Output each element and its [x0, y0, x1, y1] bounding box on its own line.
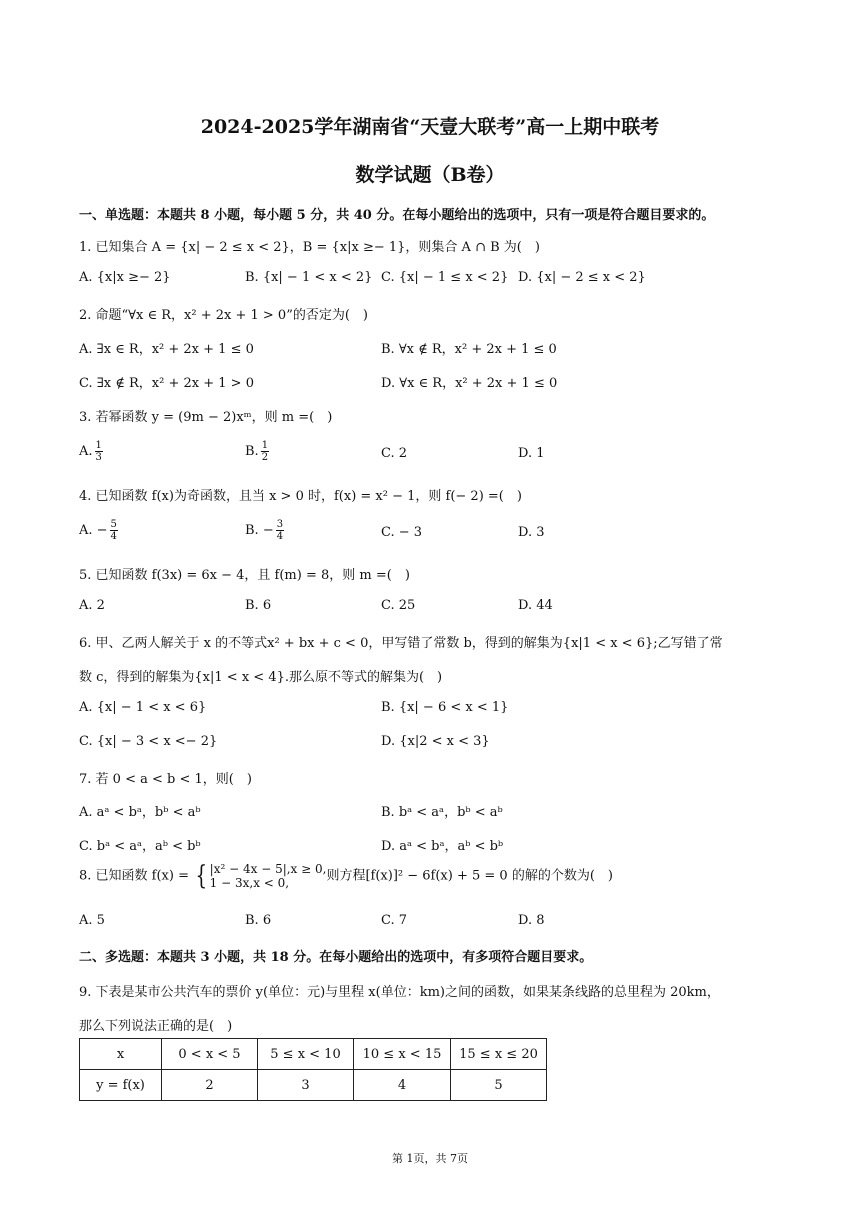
question-9-stem-line-1: 9. 下表是某市公共汽车的票价 y(单位：元)与里程 x(单位：km)之间的函数，如果某条线路的总里程为 20km， [79, 985, 720, 1000]
piecewise-cases [210, 862, 327, 890]
question-8-option-d: D. 8 [518, 913, 545, 928]
question-4-option-a [79, 519, 118, 542]
question-1-stem: 1. 已知集合 A = {x| − 2 ≤ x < 2}，B = {x|x ≥− 1}，则集合 A ∩ B 为( ) [79, 240, 540, 255]
question-8-option-c: C. 7 [381, 913, 408, 928]
fraction-numerator: 1 [261, 440, 269, 451]
option-prefix: A. − [79, 523, 108, 538]
table-cell: 5 [451, 1070, 547, 1101]
exam-title: 2024-2025学年湖南省“天壹大联考”高一上期中联考 [200, 116, 660, 138]
question-7-option-c: C. bᵃ < aᵃ，aᵇ < bᵇ [79, 839, 201, 854]
question-1-option-b: B. {x| − 1 < x < 2} [245, 270, 373, 285]
question-4-option-c: C. − 3 [381, 525, 423, 540]
question-2-option-a: A. ∃x ∈ R，x² + 2x + 1 ≤ 0 [79, 342, 254, 357]
question-5-option-b: B. 6 [245, 598, 272, 613]
question-8-stem-prefix: 8. 已知函数 f(x) = [79, 868, 189, 884]
piecewise-case-2: 1 − 3x,x < 0, [209, 876, 290, 890]
fraction-denominator: 2 [261, 452, 269, 463]
page-footer: 第 1页，共 7页 [392, 1152, 468, 1165]
question-4-option-d: D. 3 [518, 525, 545, 540]
question-3-option-d: D. 1 [518, 446, 545, 461]
table-cell: 2 [162, 1070, 258, 1101]
question-7-option-b: B. bᵃ < aᵃ，bᵇ < aᵇ [381, 805, 503, 820]
question-2-option-b: B. ∀x ∉ R，x² + 2x + 1 ≤ 0 [381, 342, 557, 357]
question-5-option-d: D. 44 [518, 598, 553, 613]
question-7-option-a: A. aᵃ < bᵃ，bᵇ < aᵇ [79, 805, 201, 820]
question-1-option-c: C. {x| − 1 ≤ x < 2} [381, 270, 509, 285]
question-3-option-b [245, 440, 269, 463]
table-cell: 15 ≤ x ≤ 20 [451, 1039, 547, 1070]
fraction-denominator: 4 [276, 531, 284, 542]
section-heading-multiple-choice: 二、多选题：本题共 3 小题，共 18 分。在每小题给出的选项中，有多项符合题目要求。 [79, 950, 593, 965]
piecewise-case-1: |x² − 4x − 5|,x ≥ 0, [209, 862, 327, 876]
fare-table [79, 1038, 547, 1101]
table-cell: 0 < x < 5 [162, 1039, 258, 1070]
question-9-stem-line-2: 那么下列说法正确的是( ) [79, 1019, 233, 1034]
question-6-option-c: C. {x| − 3 < x <− 2} [79, 734, 218, 749]
question-3-stem: 3. 若幂函数 y = (9m − 2)xᵐ，则 m =( ) [79, 410, 333, 425]
question-3-option-c: C. 2 [381, 446, 408, 461]
question-6-stem-line-2: 数 c，得到的解集为{x|1 < x < 4}.那么原不等式的解集为( ) [79, 670, 443, 685]
question-5-option-a: A. 2 [79, 598, 105, 613]
question-8-stem-suffix: 则方程[f(x)]² − 6f(x) + 5 = 0 的解的个数为( ) [326, 868, 613, 884]
question-7-stem: 7. 若 0 < a < b < 1，则( ) [79, 772, 252, 787]
question-8-option-a: A. 5 [79, 913, 105, 928]
exam-subtitle: 数学试题（B卷） [355, 164, 505, 186]
fraction [276, 519, 284, 542]
table-cell: 4 [354, 1070, 451, 1101]
section-heading-single-choice: 一、单选题：本题共 8 小题，每小题 5 分，共 40 分。在每小题给出的选项中，只有一项是符合题目要求的。 [79, 208, 715, 223]
option-prefix: A. [79, 444, 93, 459]
table-cell: 5 ≤ x < 10 [258, 1039, 354, 1070]
question-2-stem: 2. 命题“∀x ∈ R，x² + 2x + 1 > 0”的否定为( ) [79, 308, 368, 323]
question-2-option-d: D. ∀x ∈ R，x² + 2x + 1 ≤ 0 [381, 376, 558, 391]
fraction-numerator: 3 [276, 519, 284, 530]
table-row [80, 1039, 547, 1070]
question-4-stem: 4. 已知函数 f(x)为奇函数，且当 x > 0 时，f(x) = x² − 1，则 f(− 2) =( ) [79, 489, 522, 504]
table-cell: y = f(x) [80, 1070, 162, 1101]
fraction-numerator: 1 [95, 440, 102, 451]
question-7-option-d: D. aᵃ < bᵃ，aᵇ < bᵇ [381, 839, 504, 854]
option-prefix: B. − [245, 523, 274, 538]
question-1-option-a: A. {x|x ≥− 2} [79, 270, 171, 285]
option-prefix: B. [245, 444, 259, 459]
question-4-option-b [245, 519, 284, 542]
fraction [261, 440, 269, 463]
question-5-option-c: C. 25 [381, 598, 416, 613]
question-3-option-a [79, 440, 103, 463]
question-1-option-d: D. {x| − 2 ≤ x < 2} [518, 270, 646, 285]
table-cell: 3 [258, 1070, 354, 1101]
fraction-numerator: 5 [110, 519, 117, 530]
table-row [80, 1070, 547, 1101]
question-6-option-a: A. {x| − 1 < x < 6} [79, 700, 207, 715]
question-6-stem-line-1: 6. 甲、乙两人解关于 x 的不等式x² + bx + c < 0，甲写错了常数 b，得到的解集为{x|1 < x < 6};乙写错了常 [79, 636, 723, 651]
fraction-denominator: 4 [110, 531, 117, 542]
question-6-option-b: B. {x| − 6 < x < 1} [381, 700, 509, 715]
question-2-option-c: C. ∃x ∉ R，x² + 2x + 1 > 0 [79, 376, 254, 391]
question-6-option-d: D. {x|2 < x < 3} [381, 734, 490, 749]
question-8-stem [79, 862, 613, 890]
fraction [110, 519, 118, 542]
fraction-denominator: 3 [95, 452, 102, 463]
question-8-option-b: B. 6 [245, 913, 272, 928]
left-brace: { [195, 861, 208, 891]
table-cell: 10 ≤ x < 15 [354, 1039, 451, 1070]
table-cell: x [80, 1039, 162, 1070]
fraction [95, 440, 103, 463]
question-5-stem: 5. 已知函数 f(3x) = 6x − 4，且 f(m) = 8，则 m =( ) [79, 568, 410, 583]
